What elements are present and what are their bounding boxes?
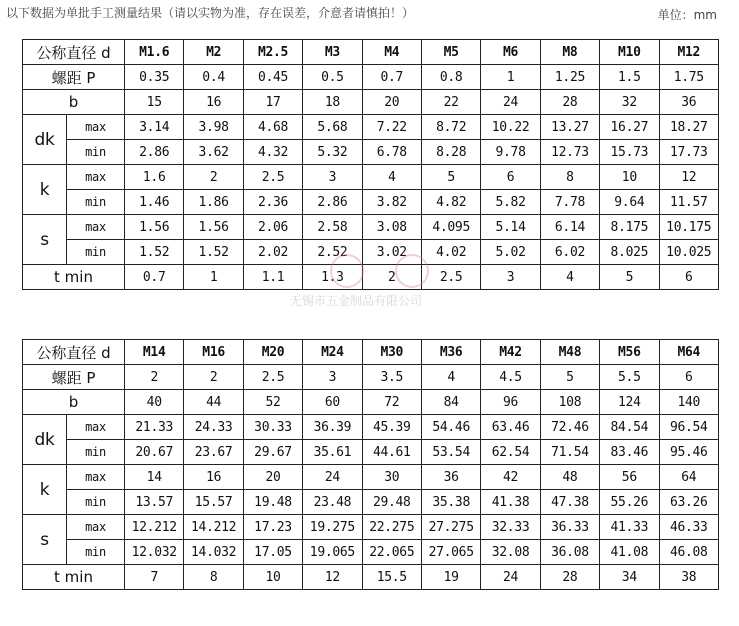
value-cell: 15.73 (600, 140, 659, 165)
value-cell: 3 (303, 365, 362, 390)
value-cell: 56 (600, 465, 659, 490)
value-cell: 36.39 (303, 415, 362, 440)
group-label: s (23, 215, 67, 265)
value-cell: 48 (540, 465, 599, 490)
value-cell: 22.065 (362, 540, 421, 565)
row-dk-max (23, 415, 719, 440)
value-cell: 3 (481, 265, 540, 290)
value-cell: 4.5 (481, 365, 540, 390)
value-cell: 2 (362, 265, 421, 290)
value-cell: 5 (421, 165, 480, 190)
size-header-cell: M2 (184, 40, 243, 65)
value-cell: 15 (125, 90, 184, 115)
sub-label: max (67, 415, 125, 440)
size-header-cell: M14 (125, 340, 184, 365)
value-cell: 27.065 (421, 540, 480, 565)
value-cell: 16 (184, 465, 243, 490)
value-cell: 0.45 (243, 65, 302, 90)
value-cell: 36 (421, 465, 480, 490)
value-cell: 1.52 (184, 240, 243, 265)
value-cell: 15.5 (362, 565, 421, 590)
value-cell: 0.4 (184, 65, 243, 90)
value-cell: 14 (125, 465, 184, 490)
value-cell: 2.86 (303, 190, 362, 215)
value-cell: 5 (600, 265, 659, 290)
value-cell: 1.1 (243, 265, 302, 290)
size-header-cell: M20 (243, 340, 302, 365)
value-cell: 45.39 (362, 415, 421, 440)
value-cell: 12 (303, 565, 362, 590)
group-label: dk (23, 115, 67, 165)
value-cell: 5.14 (481, 215, 540, 240)
value-cell: 36 (659, 90, 718, 115)
value-cell: 72 (362, 390, 421, 415)
value-cell: 3.82 (362, 190, 421, 215)
value-cell: 4 (362, 165, 421, 190)
value-cell: 4.68 (243, 115, 302, 140)
value-cell: 5.82 (481, 190, 540, 215)
value-cell: 60 (303, 390, 362, 415)
value-cell: 0.35 (125, 65, 184, 90)
value-cell: 4 (421, 365, 480, 390)
row-label: 螺距 P (23, 65, 125, 90)
value-cell: 36.33 (540, 515, 599, 540)
size-header-cell: M24 (303, 340, 362, 365)
row-label: b (23, 90, 125, 115)
row-t-min (23, 265, 719, 290)
row-label: 螺距 P (23, 365, 125, 390)
value-cell: 22.275 (362, 515, 421, 540)
value-cell: 17 (243, 90, 302, 115)
value-cell: 124 (600, 390, 659, 415)
value-cell: 108 (540, 390, 599, 415)
value-cell: 12.032 (125, 540, 184, 565)
value-cell: 19.065 (303, 540, 362, 565)
value-cell: 84.54 (600, 415, 659, 440)
value-cell: 19.275 (303, 515, 362, 540)
value-cell: 4.32 (243, 140, 302, 165)
value-cell: 46.08 (659, 540, 718, 565)
value-cell: 29.48 (362, 490, 421, 515)
value-cell: 3.08 (362, 215, 421, 240)
group-label: k (23, 165, 67, 215)
value-cell: 19.48 (243, 490, 302, 515)
value-cell: 2.02 (243, 240, 302, 265)
value-cell: 55.26 (600, 490, 659, 515)
value-cell: 96 (481, 390, 540, 415)
value-cell: 3.5 (362, 365, 421, 390)
row-dk-max (23, 115, 719, 140)
value-cell: 2.36 (243, 190, 302, 215)
value-cell: 10 (600, 165, 659, 190)
value-cell: 24.33 (184, 415, 243, 440)
row-k-max (23, 165, 719, 190)
value-cell: 7.78 (540, 190, 599, 215)
value-cell: 10.22 (481, 115, 540, 140)
value-cell: 15.57 (184, 490, 243, 515)
size-header-cell: M5 (421, 40, 480, 65)
value-cell: 4.02 (421, 240, 480, 265)
row-k-max (23, 465, 719, 490)
value-cell: 18.27 (659, 115, 718, 140)
value-cell: 32 (600, 90, 659, 115)
value-cell: 62.54 (481, 440, 540, 465)
size-header-cell: M10 (600, 40, 659, 65)
row-nominal-diameter (23, 340, 719, 365)
sub-label: max (67, 115, 125, 140)
value-cell: 1.56 (184, 215, 243, 240)
value-cell: 27.275 (421, 515, 480, 540)
value-cell: 47.38 (540, 490, 599, 515)
value-cell: 1.52 (125, 240, 184, 265)
value-cell: 20 (243, 465, 302, 490)
sub-label: min (67, 240, 125, 265)
value-cell: 20.67 (125, 440, 184, 465)
row-s-max (23, 515, 719, 540)
size-header-cell: M16 (184, 340, 243, 365)
row-s-max (23, 215, 719, 240)
value-cell: 23.67 (184, 440, 243, 465)
sub-label: min (67, 490, 125, 515)
row-label: b (23, 390, 125, 415)
row-k-min (23, 490, 719, 515)
value-cell: 3.62 (184, 140, 243, 165)
value-cell: 2 (125, 365, 184, 390)
size-header-cell: M2.5 (243, 40, 302, 65)
group-label: dk (23, 415, 67, 465)
value-cell: 6.14 (540, 215, 599, 240)
value-cell: 0.7 (362, 65, 421, 90)
value-cell: 1.6 (125, 165, 184, 190)
value-cell: 11.57 (659, 190, 718, 215)
value-cell: 7 (125, 565, 184, 590)
value-cell: 9.78 (481, 140, 540, 165)
size-header-cell: M36 (421, 340, 480, 365)
value-cell: 0.5 (303, 65, 362, 90)
value-cell: 6.78 (362, 140, 421, 165)
row-t-min (23, 565, 719, 590)
value-cell: 2.58 (303, 215, 362, 240)
row-pitch (23, 65, 719, 90)
value-cell: 34 (600, 565, 659, 590)
size-header-cell: M4 (362, 40, 421, 65)
spec-table-large-sizes (22, 339, 719, 590)
value-cell: 2.86 (125, 140, 184, 165)
size-header-cell: M3 (303, 40, 362, 65)
value-cell: 17.05 (243, 540, 302, 565)
value-cell: 6 (481, 165, 540, 190)
value-cell: 41.38 (481, 490, 540, 515)
value-cell: 2.5 (243, 365, 302, 390)
row-label: 公称直径 d (23, 340, 125, 365)
value-cell: 8 (540, 165, 599, 190)
sub-label: max (67, 215, 125, 240)
size-header-cell: M1.6 (125, 40, 184, 65)
value-cell: 71.54 (540, 440, 599, 465)
value-cell: 4.095 (421, 215, 480, 240)
value-cell: 29.67 (243, 440, 302, 465)
value-cell: 14.212 (184, 515, 243, 540)
value-cell: 41.08 (600, 540, 659, 565)
value-cell: 1.86 (184, 190, 243, 215)
value-cell: 1.5 (600, 65, 659, 90)
value-cell: 72.46 (540, 415, 599, 440)
value-cell: 53.54 (421, 440, 480, 465)
value-cell: 5.32 (303, 140, 362, 165)
value-cell: 5.02 (481, 240, 540, 265)
value-cell: 84 (421, 390, 480, 415)
value-cell: 2.5 (243, 165, 302, 190)
row-b (23, 390, 719, 415)
row-pitch (23, 365, 719, 390)
row-k-min (23, 190, 719, 215)
value-cell: 0.7 (125, 265, 184, 290)
value-cell: 6.02 (540, 240, 599, 265)
value-cell: 22 (421, 90, 480, 115)
value-cell: 2 (184, 165, 243, 190)
group-label: k (23, 465, 67, 515)
value-cell: 1.3 (303, 265, 362, 290)
value-cell: 46.33 (659, 515, 718, 540)
size-header-cell: M8 (540, 40, 599, 65)
watermark-text: 无锡市五金制品有限公司 (290, 294, 423, 308)
value-cell: 8.28 (421, 140, 480, 165)
value-cell: 1.75 (659, 65, 718, 90)
value-cell: 20 (362, 90, 421, 115)
value-cell: 19 (421, 565, 480, 590)
value-cell: 44 (184, 390, 243, 415)
value-cell: 24 (303, 465, 362, 490)
value-cell: 64 (659, 465, 718, 490)
value-cell: 5.5 (600, 365, 659, 390)
value-cell: 2.5 (421, 265, 480, 290)
value-cell: 1.46 (125, 190, 184, 215)
value-cell: 44.61 (362, 440, 421, 465)
value-cell: 17.23 (243, 515, 302, 540)
value-cell: 3.02 (362, 240, 421, 265)
value-cell: 36.08 (540, 540, 599, 565)
value-cell: 140 (659, 390, 718, 415)
value-cell: 5 (540, 365, 599, 390)
sub-label: min (67, 440, 125, 465)
row-nominal-diameter (23, 40, 719, 65)
value-cell: 83.46 (600, 440, 659, 465)
value-cell: 28 (540, 90, 599, 115)
size-header-cell: M6 (481, 40, 540, 65)
sub-label: max (67, 465, 125, 490)
value-cell: 10 (243, 565, 302, 590)
row-dk-min (23, 140, 719, 165)
value-cell: 1 (184, 265, 243, 290)
sub-label: min (67, 140, 125, 165)
value-cell: 96.54 (659, 415, 718, 440)
value-cell: 41.33 (600, 515, 659, 540)
value-cell: 12.212 (125, 515, 184, 540)
value-cell: 54.46 (421, 415, 480, 440)
value-cell: 2.06 (243, 215, 302, 240)
value-cell: 30.33 (243, 415, 302, 440)
value-cell: 24 (481, 565, 540, 590)
value-cell: 42 (481, 465, 540, 490)
value-cell: 32.08 (481, 540, 540, 565)
sub-label: max (67, 165, 125, 190)
row-b (23, 90, 719, 115)
value-cell: 8.72 (421, 115, 480, 140)
value-cell: 32.33 (481, 515, 540, 540)
value-cell: 8.025 (600, 240, 659, 265)
value-cell: 16 (184, 90, 243, 115)
value-cell: 28 (540, 565, 599, 590)
value-cell: 4.82 (421, 190, 480, 215)
row-label: t min (23, 565, 125, 590)
value-cell: 2.52 (303, 240, 362, 265)
size-header-cell: M56 (600, 340, 659, 365)
value-cell: 21.33 (125, 415, 184, 440)
value-cell: 10.175 (659, 215, 718, 240)
value-cell: 1.25 (540, 65, 599, 90)
value-cell: 40 (125, 390, 184, 415)
row-label: t min (23, 265, 125, 290)
value-cell: 8 (184, 565, 243, 590)
value-cell: 9.64 (600, 190, 659, 215)
value-cell: 12.73 (540, 140, 599, 165)
value-cell: 95.46 (659, 440, 718, 465)
value-cell: 10.025 (659, 240, 718, 265)
value-cell: 35.61 (303, 440, 362, 465)
value-cell: 18 (303, 90, 362, 115)
value-cell: 52 (243, 390, 302, 415)
row-label: 公称直径 d (23, 40, 125, 65)
value-cell: 63.26 (659, 490, 718, 515)
value-cell: 8.175 (600, 215, 659, 240)
measurement-note: 以下数据为单批手工测量结果（请以实物为准，存在误差，介意者请慎拍！） (6, 6, 415, 20)
sub-label: min (67, 540, 125, 565)
value-cell: 63.46 (481, 415, 540, 440)
value-cell: 35.38 (421, 490, 480, 515)
spec-table-small-sizes (22, 39, 719, 290)
size-header-cell: M64 (659, 340, 718, 365)
value-cell: 1.56 (125, 215, 184, 240)
value-cell: 13.57 (125, 490, 184, 515)
group-label: s (23, 515, 67, 565)
value-cell: 13.27 (540, 115, 599, 140)
value-cell: 24 (481, 90, 540, 115)
value-cell: 2 (184, 365, 243, 390)
row-s-min (23, 240, 719, 265)
size-header-cell: M12 (659, 40, 718, 65)
size-header-cell: M30 (362, 340, 421, 365)
value-cell: 3.98 (184, 115, 243, 140)
size-header-cell: M42 (481, 340, 540, 365)
row-s-min (23, 540, 719, 565)
value-cell: 38 (659, 565, 718, 590)
value-cell: 5.68 (303, 115, 362, 140)
row-dk-min (23, 440, 719, 465)
sub-label: max (67, 515, 125, 540)
value-cell: 16.27 (600, 115, 659, 140)
value-cell: 23.48 (303, 490, 362, 515)
value-cell: 1 (481, 65, 540, 90)
value-cell: 6 (659, 365, 718, 390)
value-cell: 7.22 (362, 115, 421, 140)
value-cell: 4 (540, 265, 599, 290)
value-cell: 17.73 (659, 140, 718, 165)
size-header-cell: M48 (540, 340, 599, 365)
value-cell: 12 (659, 165, 718, 190)
value-cell: 0.8 (421, 65, 480, 90)
unit-label: 单位：mm (657, 8, 717, 22)
sub-label: min (67, 190, 125, 215)
value-cell: 14.032 (184, 540, 243, 565)
value-cell: 30 (362, 465, 421, 490)
value-cell: 6 (659, 265, 718, 290)
value-cell: 3 (303, 165, 362, 190)
value-cell: 3.14 (125, 115, 184, 140)
